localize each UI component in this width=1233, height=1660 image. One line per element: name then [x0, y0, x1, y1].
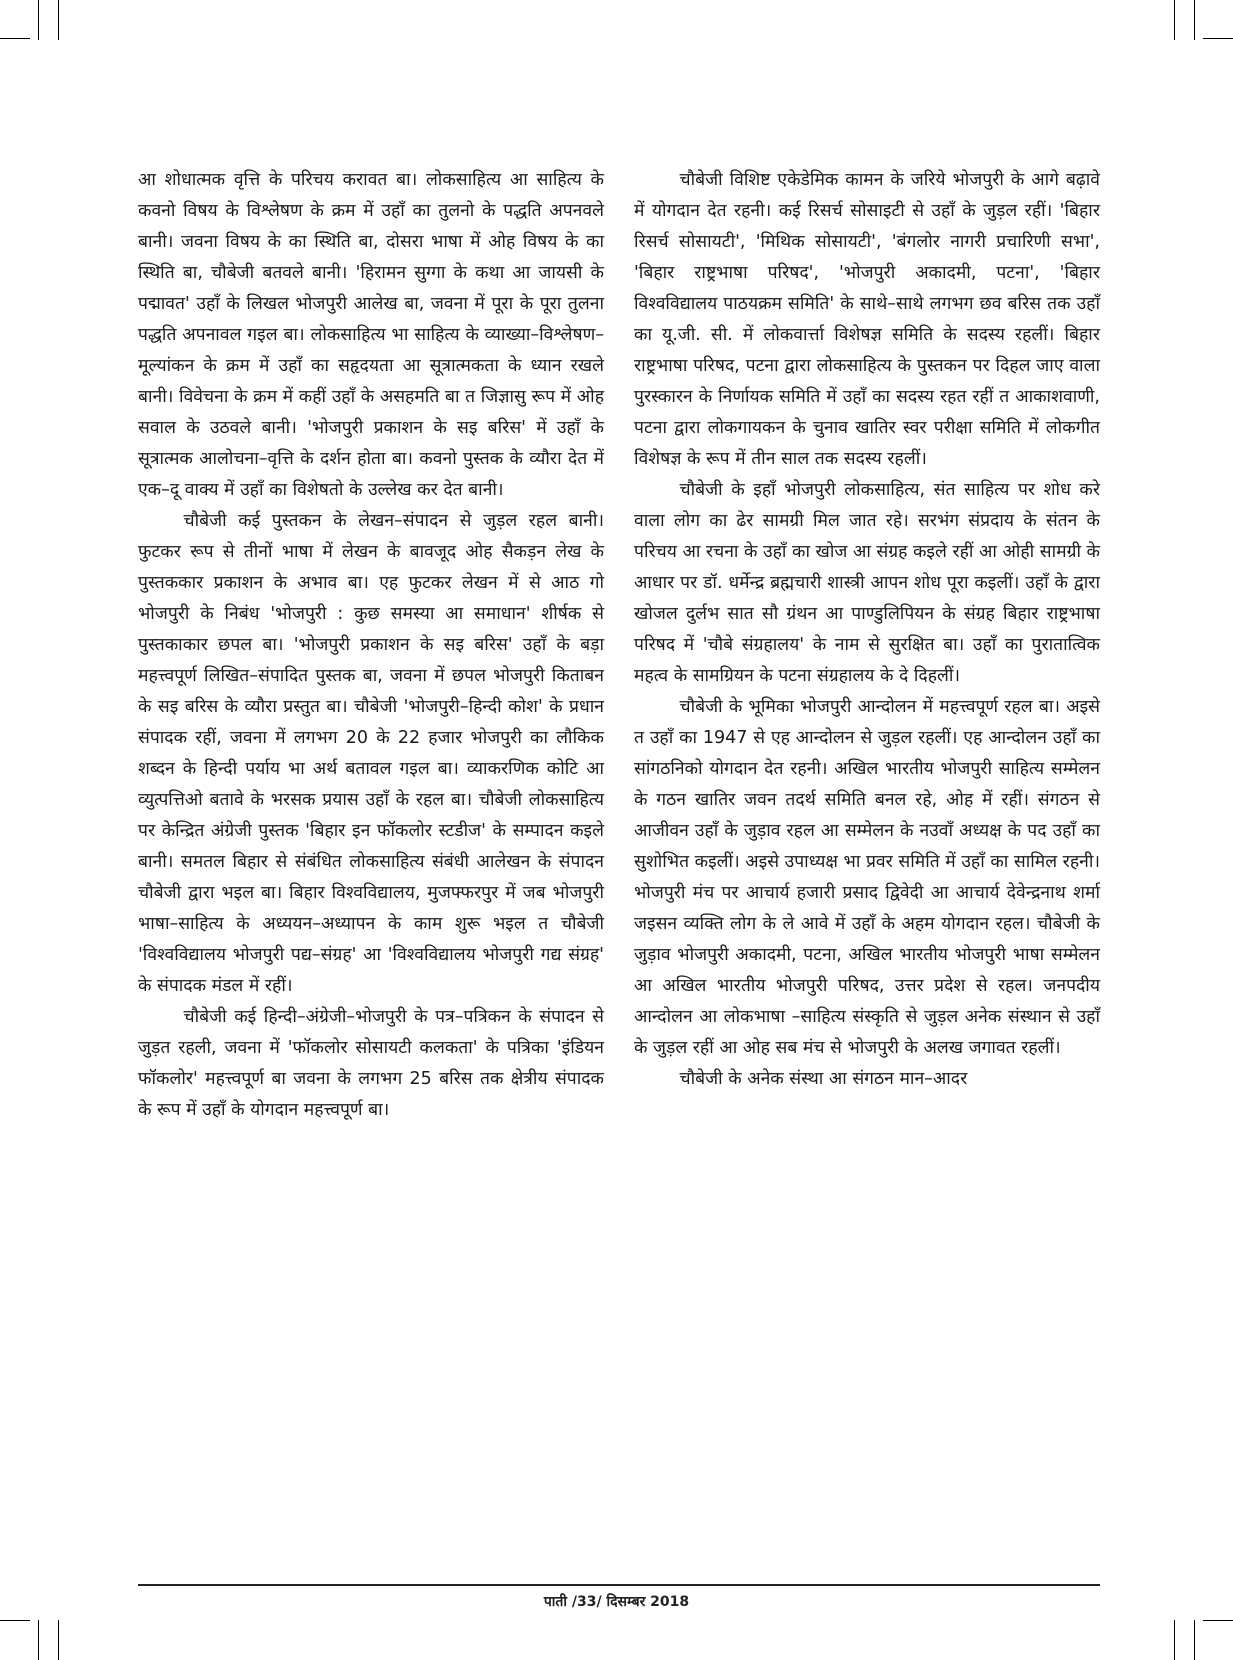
crop-mark: [58, 0, 59, 40]
paragraph: चौबेजी कई पुस्तकन के लेखन–संपादन से जुड़ल रहल बानी। फुटकर रूप से तीनों भाषा में लेखन के बावजूद ओह सैकड़न लेख के पुस्तककार प्रकाशन के अभाव बा। एह फुटकर लेखन में से आठ गो भोजपुरी के निबंध 'भोजपुरी : कुछ समस्या आ समाधान' शीर्षक से पुस्तकाकार छपल बा। 'भोजपुरी प्रकाशन के सइ बरिस' उहाँ के बड़ा महत्त्वपूर्ण लिखित–संपादित पुस्तक बा, जवना में छपल भोजपुरी किताबन के सइ बरिस के व्यौरा प्रस्तुत बा। चौबेजी 'भोजपुरी–हिन्दी कोश' के प्रधान संपादक रहीं, जवना में लगभग 20 के 22 हजार भोजपुरी का लौकिक शब्दन के हिन्दी पर्याय भा अर्थ बतावल गइल बा। व्याकरणिक कोटि आ व्युत्पत्तिओ बतावे के भरसक प्रयास उहाँ के रहल बा। चौबेजी लोकसाहित्य पर केन्द्रित अंग्रेजी पुस्तक 'बिहार इन फॉकलोर स्टडीज' के सम्पादन कइले बानी। समतल बिहार से संबंधित लोकसाहित्य संबंधी आलेखन के संपादन चौबेजी द्वारा भइल बा। बिहार विश्वविद्यालय, मुजफ्फरपुर में जब भोजपुरी भाषा–साहित्य के अध्ययन–अध्यापन के काम शुरू भइल त चौबेजी 'विश्वविद्यालय भोजपुरी पद्य–संग्रह' आ 'विश्वविद्यालय भोजपुरी गद्य संग्रह' के संपादक मंडल में रहीं।: [138, 511, 604, 996]
paragraph: चौबेजी के इहाँ भोजपुरी लोकसाहित्य, संत साहित्य पर शोध करे वाला लोग का ढेर सामग्री मिल जात रहे। सरभंग संप्रदाय के संतन के परिचय आ रचना के उहाँ का खोज आ संग्रह कइले रहीं आ ओही सामग्री के आधार पर डॉ. धर्मेन्द्र ब्रह्मचारी शास्त्री आपन शोध पूरा कइलीं। उहाँ के द्वारा खोजल दुर्लभ सात सौ ग्रंथन आ पाण्डुलिपियन के संग्रह बिहार राष्ट्रभाषा परिषद में 'चौबे संग्रहालय' के नाम से सुरक्षित बा। उहाँ का पुरातात्विक महत्व के सामग्रियन के पटना संग्रहालय के दे दिहलीं।: [634, 480, 1100, 686]
crop-mark: [1174, 1620, 1175, 1660]
crop-mark: [38, 0, 39, 40]
crop-mark: [1203, 38, 1233, 39]
left-column: [138, 165, 604, 1126]
paragraph: चौबेजी कई हिन्दी–अंग्रेजी–भोजपुरी के पत्र–पत्रिकन के संपादन से जुड़त रहली, जवना में 'फॉकलोर सोसायटी कलकता' के पत्रिका 'इंडियन फॉकलोर' महत्त्वपूर्ण बा जवना के लगभग 25 बरिस तक क्षेत्रीय संपादक के रूप में उहाँ के योगदान महत्त्वपूर्ण बा।: [138, 1007, 604, 1120]
right-column: [634, 165, 1100, 1095]
paragraph: आ शोधात्मक वृत्ति के परिचय करावत बा। लोकसाहित्य आ साहित्य के कवनो विषय के विश्लेषण के क्रम में उहाँ का तुलनो के पद्धति अपनवले बानी। जवना विषय के का स्थिति बा, दोसरा भाषा में ओह विषय के का स्थिति बा, चौबेजी बतवले बानी। 'हिरामन सुग्गा के कथा आ जायसी के पद्मावत' उहाँ के लिखल भोजपुरी आलेख बा, जवना में पूरा के पूरा तुलना पद्धति अपनावल गइल बा। लोकसाहित्य भा साहित्य के व्याख्या–विश्लेषण–मूल्यांकन के क्रम में उहाँ का सहृदयता आ सूत्रात्मकता के ध्यान रखले बानी। विवेचना के क्रम में कहीं उहाँ के असहमति बा त जिज्ञासु रूप में ओह सवाल के उठवले बानी। 'भोजपुरी प्रकाशन के सइ बरिस' में उहाँ के सूत्रात्मक आलोचना–वृत्ति के दर्शन होता बा। कवनो पुस्तक के व्यौरा देत में एक–दू वाक्य में उहाँ का विशेषतो के उल्लेख कर देत बानी।: [138, 170, 604, 500]
crop-mark: [1194, 1620, 1195, 1660]
footer-rule: [138, 1584, 1100, 1586]
crop-mark: [1203, 1620, 1233, 1621]
crop-mark: [0, 38, 30, 39]
paragraph: चौबेजी विशिष्ट एकेडेमिक कामन के जरिये भोजपुरी के आगे बढ़ावे में योगदान देत रहनी। कई रिसर्च सोसाइटी से उहाँ के जुड़ल रहीं। 'बिहार रिसर्च सोसायटी', 'मिथिक सोसायटी', 'बंगलोर नागरी प्रचारिणी सभा', 'बिहार राष्ट्रभाषा परिषद', 'भोजपुरी अकादमी, पटना', 'बिहार विश्वविद्यालय पाठयक्रम समिति' के साथे–साथे लगभग छव बरिस तक उहाँ का यू.जी. सी. में लोकवार्त्ता विशेषज्ञ समिति के सदस्य रहलीं। बिहार राष्ट्रभाषा परिषद, पटना द्वारा लोकसाहित्य के पुस्तकन पर दिहल जाए वाला पुरस्कारन के निर्णायक समिति में उहाँ का सदस्य रहत रहीं त आकाशवाणी, पटना द्वारा लोकगायकन के चुनाव खातिर स्वर परीक्षा समिति में लोकगीत विशेषज्ञ के रूप में तीन साल तक सदस्य रहलीं।: [634, 170, 1100, 469]
crop-mark: [58, 1620, 59, 1660]
crop-mark: [1174, 0, 1175, 40]
crop-mark: [38, 1620, 39, 1660]
paragraph: चौबेजी के अनेक संस्था आ संगठन मान–आदर: [679, 1069, 968, 1089]
paragraph: चौबेजी के भूमिका भोजपुरी आन्दोलन में महत्त्वपूर्ण रहल बा। अइसे त उहाँ का 1947 से एह आन्दोलन से जुड़ल रहलीं। एह आन्दोलन उहाँ का सांगठनिको योगदान देत रहनी। अखिल भारतीय भोजपुरी साहित्य सम्मेलन के गठन खातिर जवन तदर्थ समिति बनल रहे, ओह में रहीं। संगठन से आजीवन उहाँ के जुड़ाव रहल आ सम्मेलन के नउवाँ अध्यक्ष के पद उहाँ का सुशोभित कइलीं। अइसे उपाध्यक्ष भा प्रवर समिति में उहाँ का सामिल रहनी। भोजपुरी मंच पर आचार्य हजारी प्रसाद द्विवेदी आ आचार्य देवेन्द्रनाथ शर्मा जइसन व्यक्ति लोग के ले आवे में उहाँ के अहम योगदान रहल। चौबेजी के जुड़ाव भोजपुरी अकादमी, पटना, अखिल भारतीय भोजपुरी भाषा सम्मेलन आ अखिल भारतीय भोजपुरी परिषद, उत्तर प्रदेश से रहल। जनपदीय आन्दोलन आ लोकभाषा –साहित्य संस्कृति से जुड़ल अनेक संस्थान से उहाँ के जुड़ल रहीं आ ओह सब मंच से भोजपुरी के अलख जगावत रहलीं।: [634, 697, 1100, 1058]
page-footer: पाती /33/ दिसम्बर 2018: [543, 1594, 690, 1610]
crop-mark: [0, 1620, 30, 1621]
crop-mark: [1194, 0, 1195, 40]
